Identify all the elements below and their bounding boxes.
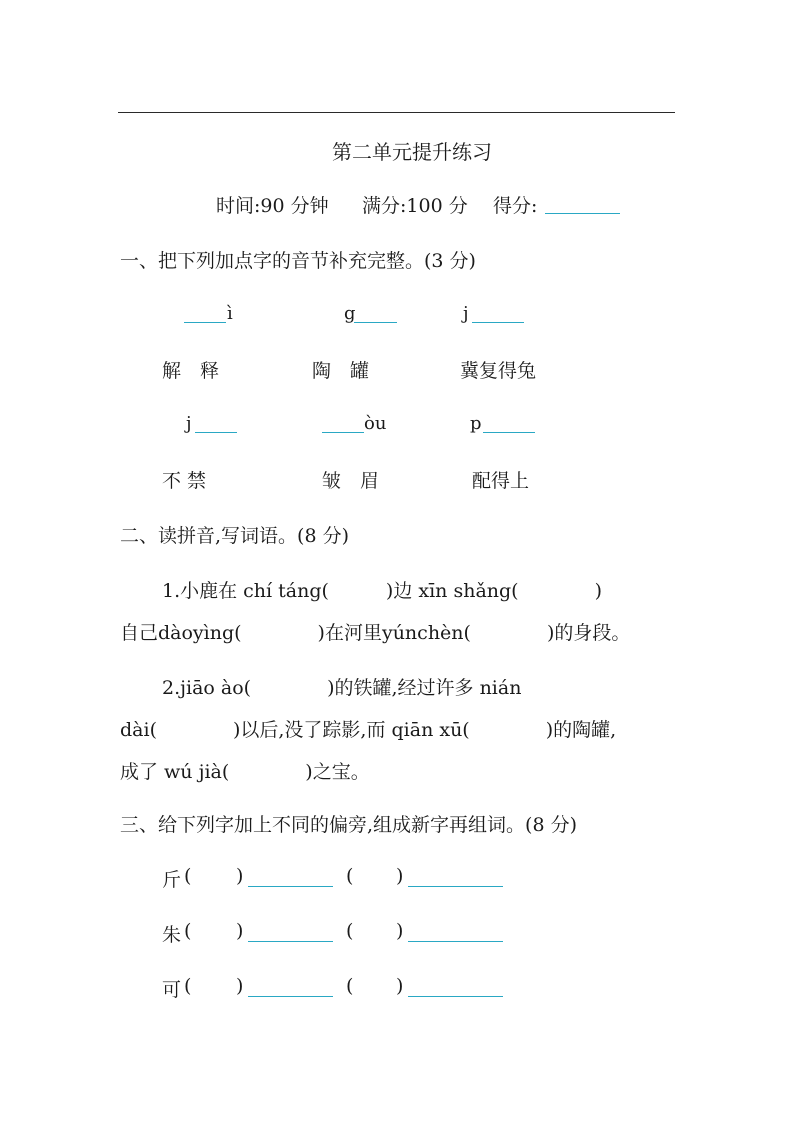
q2-line3: 成了 wú jià( )之宝。 xyxy=(120,761,370,783)
word-1-3: 冀复得兔 xyxy=(460,360,537,382)
char-2: 朱 xyxy=(162,924,182,946)
char-1: 斤 xyxy=(162,869,182,891)
header-rule xyxy=(118,112,675,113)
time-info: 时间:90 分钟 xyxy=(216,195,329,217)
blank-1-2[interactable] xyxy=(354,322,397,323)
word-1-1: 解 释 xyxy=(162,360,220,382)
pinyin-1-1: ì xyxy=(227,303,233,324)
paren-open-3a: ( xyxy=(184,975,192,997)
answer-blank-1b[interactable] xyxy=(408,886,503,887)
score-blank[interactable] xyxy=(545,213,620,214)
paren-open-2a: ( xyxy=(184,920,192,942)
answer-blank-3a[interactable] xyxy=(248,996,333,997)
blank-2-3[interactable] xyxy=(483,432,535,433)
section1-heading: 一、把下列加点字的音节补充完整。(3 分) xyxy=(120,250,476,272)
score-label: 得分: xyxy=(493,195,538,217)
q1-line1: 1.小鹿在 chí táng( )边 xīn shǎng( ) xyxy=(162,580,602,602)
blank-1-3[interactable] xyxy=(472,322,524,323)
full-score-info: 满分:100 分 xyxy=(362,195,468,217)
paren-open-2b: ( xyxy=(346,920,354,942)
word-2-1: 不 禁 xyxy=(162,470,207,492)
q2-line1: 2.jiāo ào( )的铁罐,经过许多 nián xyxy=(162,677,522,699)
word-2-3: 配得上 xyxy=(472,470,530,492)
paren-close-1b: ) xyxy=(396,865,404,887)
pinyin-2-2: òu xyxy=(364,413,387,434)
blank-1-1[interactable] xyxy=(184,322,226,323)
pinyin-1-2: g xyxy=(344,303,356,324)
paren-close-3b: ) xyxy=(396,975,404,997)
q1-line2: 自己dàoyìng( )在河里yúnchèn( )的身段。 xyxy=(120,622,631,644)
word-1-2: 陶 罐 xyxy=(312,360,370,382)
page-title: 第二单元提升练习 xyxy=(332,140,492,164)
paren-close-2b: ) xyxy=(396,920,404,942)
section2-heading: 二、读拼音,写词语。(8 分) xyxy=(120,525,349,547)
paren-open-1a: ( xyxy=(184,865,192,887)
paren-close-2a: ) xyxy=(236,920,244,942)
paren-close-3a: ) xyxy=(236,975,244,997)
pinyin-2-1: j xyxy=(186,413,192,434)
paren-open-3b: ( xyxy=(346,975,354,997)
answer-blank-2a[interactable] xyxy=(248,941,333,942)
answer-blank-1a[interactable] xyxy=(248,886,333,887)
answer-blank-2b[interactable] xyxy=(408,941,503,942)
blank-2-1[interactable] xyxy=(195,432,237,433)
answer-blank-3b[interactable] xyxy=(408,996,503,997)
char-3: 可 xyxy=(162,979,182,1001)
pinyin-1-3: j xyxy=(463,303,469,324)
section3-heading: 三、给下列字加上不同的偏旁,组成新字再组词。(8 分) xyxy=(120,814,577,836)
paren-close-1a: ) xyxy=(236,865,244,887)
pinyin-2-3: p xyxy=(470,413,482,434)
word-2-2: 皱 眉 xyxy=(322,470,380,492)
paren-open-1b: ( xyxy=(346,865,354,887)
blank-2-2[interactable] xyxy=(322,432,364,433)
q2-line2: dài( )以后,没了踪影,而 qiān xū( )的陶罐, xyxy=(120,719,617,741)
